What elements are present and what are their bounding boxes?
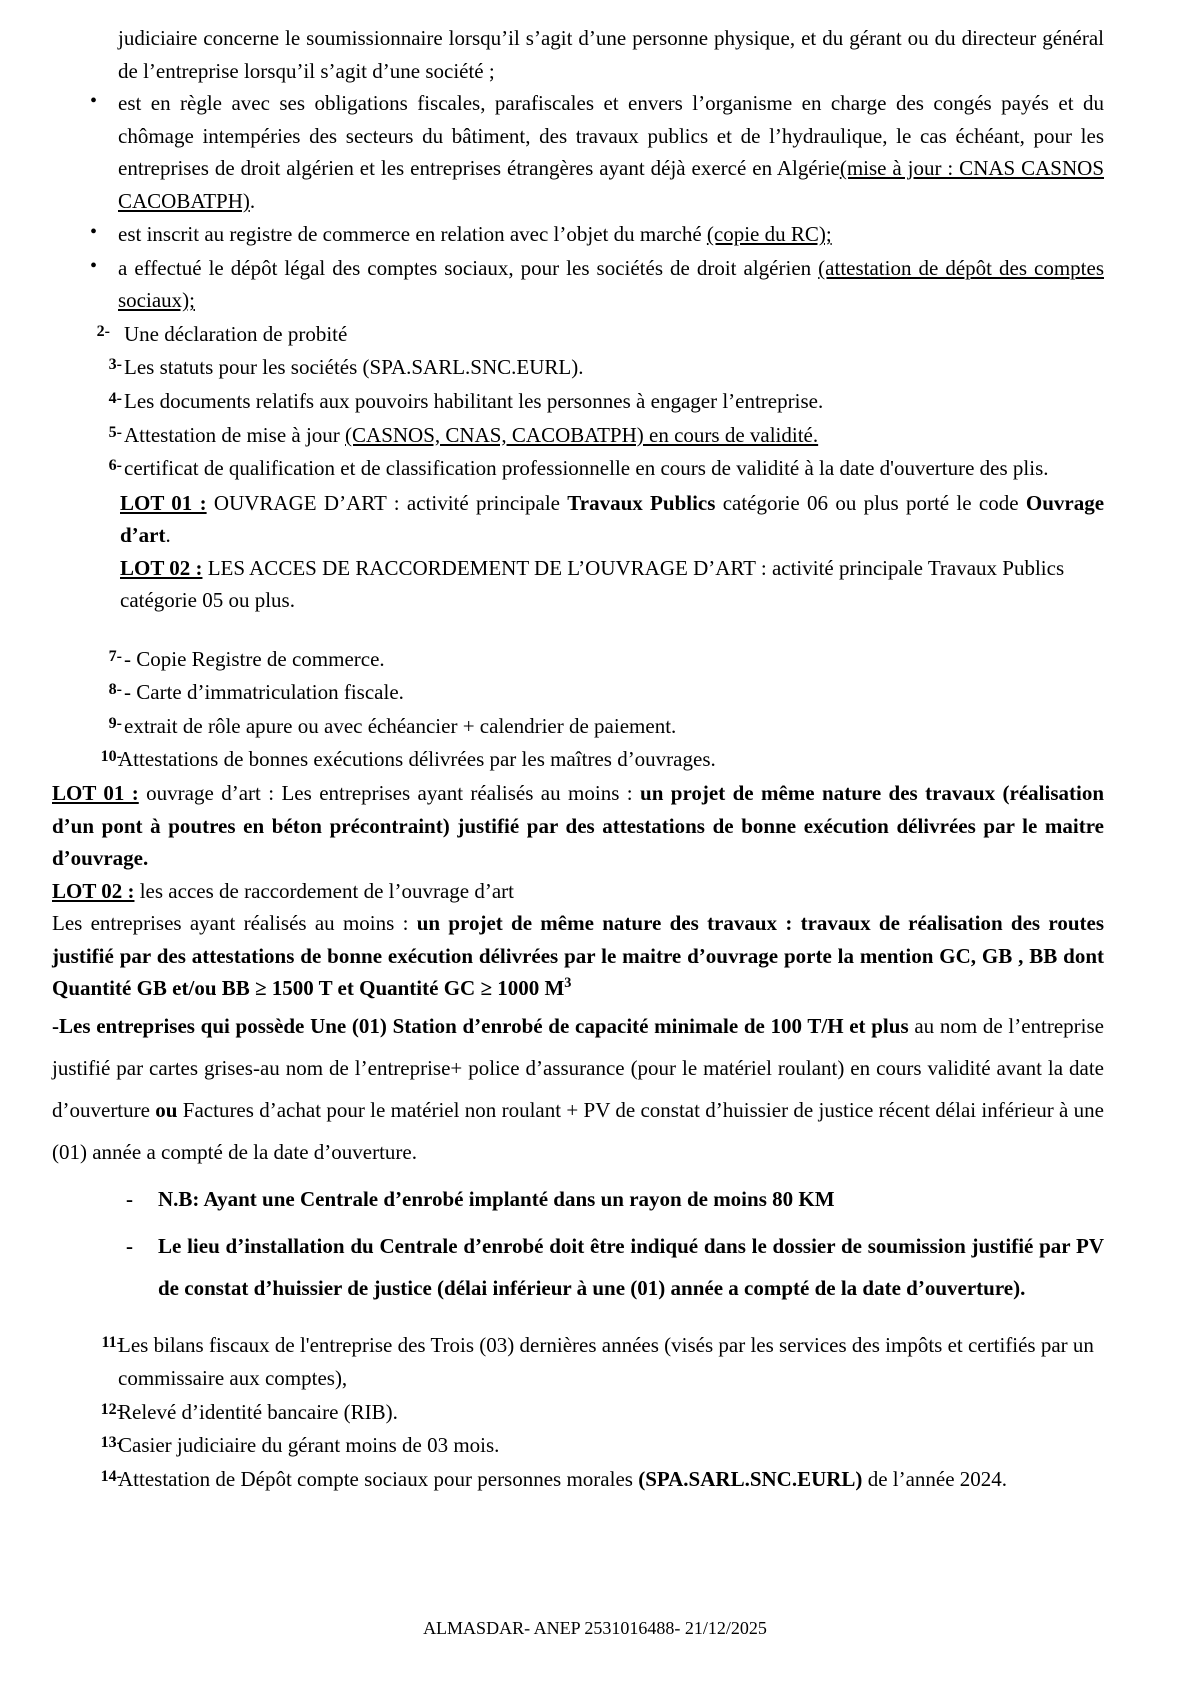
item-number: 2- (96, 322, 110, 340)
lot02-line2-superscript: 3 (564, 975, 572, 992)
item-text: - Carte d’immatriculation fiscale. (124, 680, 404, 705)
station-normal-2: Factures d’achat pour le matériel non roulant + PV de constat d’huissier de justice récent délai inférieur à une (01) année a compté de la date d’ouverture. (52, 1097, 1104, 1164)
spacer (52, 1319, 1104, 1329)
item-bold: (SPA.SARL.SNC.EURL) (638, 1466, 863, 1491)
note-text: Le lieu d’installation du Centrale d’enrobé doit être indiqué dans le dossier de soumission justifié par PV de constat d’huissier de justice (délai inférieur à une (01) année a compté de la date d’ouverture). (158, 1234, 1104, 1301)
numbered-item-8 (52, 676, 1104, 709)
item-tail: de l’année 2024. (862, 1466, 1008, 1491)
item-number: 11- (101, 1334, 122, 1352)
lot02-experience-paragraph (52, 907, 1104, 1005)
item-number: 8- (108, 681, 122, 699)
continuation-text: judiciaire concerne le soumissionnaire lorsqu’il s’agit d’une personne physique, et du gérant ou du directeur général de l’entreprise lorsqu’il s’agit d’une société ; (118, 26, 1104, 83)
numbered-item-11 (52, 1329, 1104, 1394)
lot01-text-3: . (165, 523, 171, 548)
item-text: Une déclaration de probité (124, 321, 348, 346)
lot02-line2-bold: un projet de même nature des travaux : travaux de réalisation des routes justifié par des attestations de bonne exécution délivrées par le maitre d’ouvrage porte la mention GC, GB , BB dont Quantité GB et/ou BB ≥ 1500 T et Quantité GC ≥ 1000 M (52, 911, 1104, 1001)
item-text: Relevé d’identité bancaire (RIB). (118, 1399, 398, 1424)
lot01-paragraph-normal: ouvrage d’art : Les entreprises ayant réalisés au moins : (138, 781, 641, 806)
note-text: N.B: Ayant une Centrale d’enrobé implanté dans un rayon de moins 80 KM (158, 1186, 835, 1211)
list-item (52, 218, 1104, 251)
bullet-3-underlined: (attestation de dépôt des comptes sociaux); (118, 255, 1104, 313)
bullet-2-underlined: (copie du RC); (706, 222, 832, 247)
item-text: - Copie Registre de commerce. (124, 646, 385, 671)
dash-marker: - (126, 1186, 133, 1211)
numbered-item-14 (52, 1463, 1104, 1496)
lot01-bold-2: Ouvrage d’art (120, 490, 1105, 548)
item-number: 5- (108, 423, 122, 441)
station-bold-2: ou (155, 1097, 178, 1122)
note-installation-lieu (52, 1225, 1104, 1309)
page-footer: ALMASDAR- ANEP 2531016488- 21/12/2025 (423, 1618, 767, 1638)
item-number: 9- (108, 714, 122, 732)
item-text: Les documents relatifs aux pouvoirs habilitant les personnes à engager l’entreprise. (124, 389, 824, 414)
item-text: extrait de rôle apure ou avec échéancier + calendrier de paiement. (124, 713, 677, 738)
station-enrobe-paragraph (52, 1005, 1104, 1173)
item-text: Attestations de bonnes exécutions délivrées par les maîtres d’ouvrages. (118, 747, 716, 772)
item-underlined: (CASNOS, CNAS, CACOBATPH) en cours de validité. (345, 422, 819, 447)
item-number: 14- (100, 1467, 122, 1485)
item-number: 6- (108, 457, 122, 475)
numbered-item-3 (52, 351, 1104, 384)
item-number: 3- (108, 356, 122, 374)
station-normal-1: au nom de l’entreprise justifié par cartes grises-au nom de l’entreprise+ police d’assurance (pour le matériel roulant) en cours validité avant la date d’ouverture (52, 1013, 1105, 1122)
item-number: 12- (100, 1400, 122, 1418)
numbered-item-12 (52, 1396, 1104, 1429)
item-text: Attestation de mise à jour (124, 422, 346, 447)
lot02-qualification-line (120, 552, 1104, 617)
numbered-item-2 (52, 318, 1104, 351)
lot02-text: LES ACCES DE RACCORDEMENT DE L’OUVRAGE D’ART : activité principale Travaux Publics catégorie 05 ou plus. (120, 555, 1065, 613)
item-number: 13- (100, 1434, 122, 1452)
conditions-bullet-list (52, 87, 1104, 317)
item-number: 4- (108, 390, 122, 408)
numbered-item-9 (52, 710, 1104, 743)
bullet-1-text: est en règle avec ses obligations fiscales, parafiscales et envers l’organisme en charge des congés payés et du chômage intempéries des secteurs du bâtiment, des travaux publics et de l’hydraulique, le cas échéant, pour les entreprises de droit algérien et les entreprises étrangères ayant déjà exercé en Algérie (118, 91, 1104, 181)
numbered-item-10 (52, 743, 1104, 776)
item-text: Les bilans fiscaux de l'entreprise des Trois (03) dernières années (visés par les services des impôts et certifiés par un commissaire aux comptes), (118, 1333, 1094, 1390)
lot02-experience-heading (52, 875, 1104, 908)
lot01-label: LOT 01 : (120, 490, 207, 515)
numbered-item-13 (52, 1429, 1104, 1462)
spacer (52, 1173, 1104, 1183)
lot01-bold-1: Travaux Publics (567, 490, 716, 515)
lot-qualification-block (120, 487, 1104, 617)
bullet-1-underlined: (mise à jour : CNAS CASNOS CACOBATPH) (118, 156, 1104, 213)
continuation-paragraph (118, 22, 1104, 87)
list-item (52, 87, 1104, 217)
lot02-paragraph-normal: les acces de raccordement de l’ouvrage d’art (134, 878, 515, 903)
spacer (52, 617, 1104, 643)
dash-marker: - (126, 1234, 133, 1259)
list-item (52, 252, 1104, 317)
item-number: 7- (108, 647, 122, 665)
lot01-paragraph-bold: un projet de même nature des travaux (réalisation d’un pont à poutres en béton précontraint) justifié par des attestations de bonne exécution délivrées par le maitre d’ouvrage. (52, 781, 1104, 871)
lot01-paragraph-label: LOT 01 : (52, 781, 139, 806)
item-text: Attestation de Dépôt compte sociaux pour personnes morales (118, 1466, 639, 1491)
lot01-qualification-line (120, 487, 1104, 552)
numbered-item-5 (52, 419, 1104, 452)
item-text: Casier judiciaire du gérant moins de 03 mois. (118, 1433, 500, 1458)
lot02-paragraph-label: LOT 02 : (52, 878, 135, 903)
item-text: certificat de qualification et de classification professionnelle en cours de validité à la date d'ouverture des plis. (124, 456, 1049, 481)
lot01-text-2: catégorie 06 ou plus porté le code (715, 490, 1026, 515)
lot02-line2-normal: Les entreprises ayant réalisés au moins : (52, 911, 417, 936)
numbered-item-7 (52, 643, 1104, 676)
item-text: Les statuts pour les sociétés (SPA.SARL.SNC.EURL). (124, 355, 584, 380)
note-nb (52, 1183, 1104, 1216)
lot01-experience-paragraph (52, 777, 1104, 875)
station-bold-1: -Les entreprises qui possède Une (01) Station d’enrobé de capacité minimale de 100 T/H et plus (52, 1013, 909, 1038)
numbered-item-4 (52, 385, 1104, 418)
numbered-item-6 (52, 452, 1104, 485)
bullet-1-tail: . (249, 188, 256, 213)
bullet-3-text: a effectué le dépôt légal des comptes sociaux, pour les sociétés de droit algérien (118, 255, 819, 280)
item-number: 10- (100, 748, 122, 766)
bullet-2-text: est inscrit au registre de commerce en relation avec l’objet du marché (118, 222, 707, 247)
lot02-label: LOT 02 : (120, 555, 203, 580)
lot01-text-1: OUVRAGE D’ART : activité principale (206, 490, 568, 515)
